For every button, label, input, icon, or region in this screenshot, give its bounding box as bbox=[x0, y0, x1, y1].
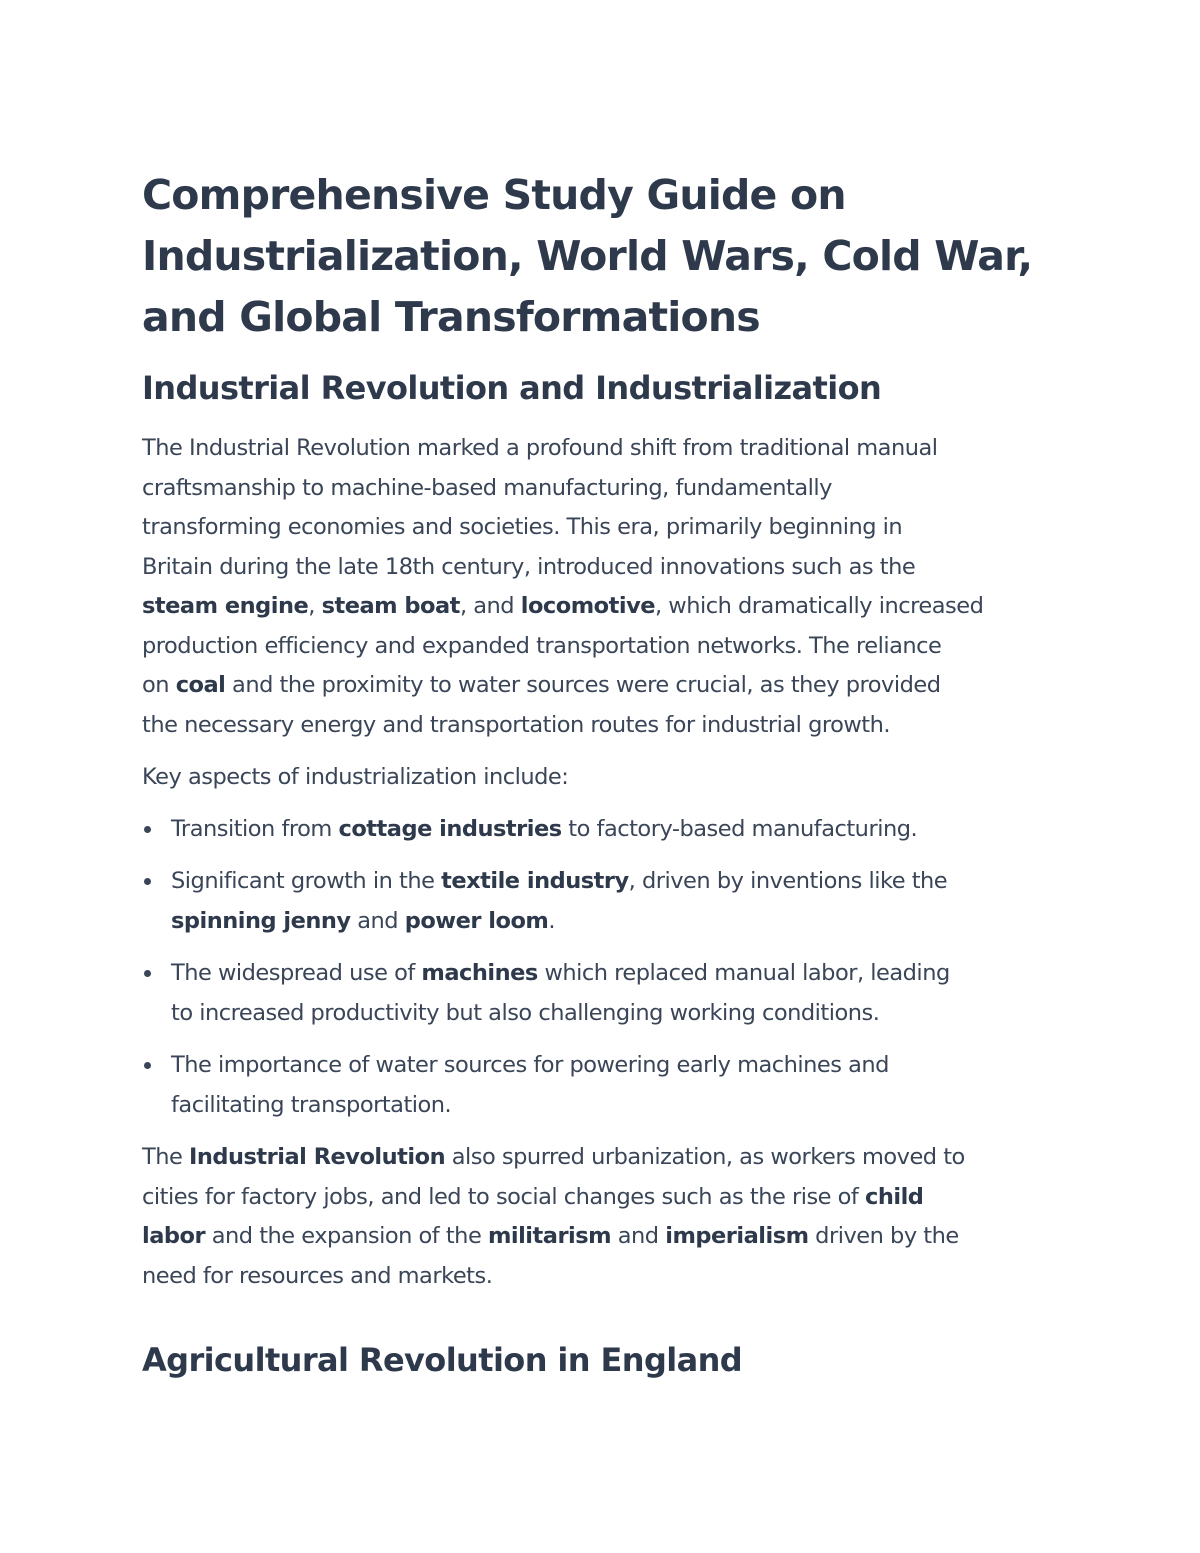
bold-term: cottage industries bbox=[338, 815, 562, 842]
bold-term: imperialism bbox=[665, 1223, 809, 1249]
text-run: also spurred urbanization, as workers moved to bbox=[445, 1144, 965, 1170]
list-item-line: facilitating transportation. bbox=[171, 1091, 452, 1118]
paragraph-line: Britain during the late 18th century, introduced innovations such as the bbox=[142, 553, 916, 580]
bold-term: machines bbox=[421, 960, 538, 986]
title-line: and Global Transformations bbox=[142, 293, 760, 341]
text-run: , and bbox=[459, 593, 521, 619]
paragraph-line bbox=[142, 1217, 1062, 1257]
bullet-icon bbox=[144, 970, 151, 977]
bullet-icon bbox=[144, 1062, 151, 1069]
key-aspects-intro: Key aspects of industrialization include: bbox=[142, 764, 569, 790]
text-run: The bbox=[142, 1144, 189, 1170]
text-run: cities for factory jobs, and led to social changes such as the rise of bbox=[142, 1183, 866, 1210]
bold-term: power loom bbox=[404, 907, 549, 934]
list-item bbox=[142, 954, 1062, 1033]
text-run: . bbox=[548, 907, 556, 934]
list-item-line bbox=[171, 810, 1062, 850]
intro-paragraph bbox=[142, 429, 1062, 745]
bold-term: coal bbox=[175, 672, 226, 698]
document-page bbox=[142, 165, 1062, 1380]
list-item-line: to increased productivity but also challenging working conditions. bbox=[171, 999, 880, 1026]
text-run: and bbox=[350, 907, 405, 934]
text-run: which replaced manual labor, leading bbox=[537, 960, 950, 986]
paragraph-line: transforming economies and societies. This era, primarily beginning in bbox=[142, 514, 903, 540]
list-item-line: The importance of water sources for powering early machines and bbox=[171, 1052, 889, 1078]
text-run: on bbox=[142, 672, 176, 698]
text-run: and the proximity to water sources were crucial, as they provided bbox=[225, 672, 941, 698]
bold-term: locomotive bbox=[520, 593, 655, 619]
list-item bbox=[142, 1046, 1062, 1125]
text-run: , which dramatically increased bbox=[655, 593, 984, 619]
bold-term: militarism bbox=[487, 1223, 612, 1249]
text-run: and the expansion of the bbox=[205, 1223, 488, 1249]
closing-paragraph bbox=[142, 1138, 1062, 1296]
paragraph-line: the necessary energy and transportation routes for industrial growth. bbox=[142, 711, 891, 738]
text-run: , bbox=[308, 593, 322, 619]
bold-term: steam boat bbox=[321, 593, 460, 619]
paragraph-line bbox=[142, 587, 1062, 627]
bold-term: steam engine bbox=[142, 593, 309, 619]
bold-term: Industrial Revolution bbox=[189, 1144, 446, 1170]
bold-term: spinning jenny bbox=[171, 907, 351, 934]
text-run: to factory-based manufacturing. bbox=[561, 815, 918, 842]
paragraph-line bbox=[142, 666, 1062, 706]
text-run: Transition from bbox=[171, 815, 339, 842]
text-run: , driven by inventions like the bbox=[628, 868, 948, 894]
title-line: Comprehensive Study Guide on bbox=[142, 171, 846, 219]
list-item bbox=[142, 862, 1062, 941]
text-run: The widespread use of bbox=[171, 960, 422, 986]
bold-term: child bbox=[865, 1183, 924, 1210]
paragraph-line bbox=[142, 1138, 1062, 1178]
key-aspects-list bbox=[142, 810, 1062, 1126]
list-item bbox=[142, 810, 1062, 850]
bullet-icon bbox=[144, 878, 151, 885]
text-run: and bbox=[611, 1223, 666, 1249]
list-item-line bbox=[171, 862, 1062, 902]
paragraph-line: production efficiency and expanded transportation networks. The reliance bbox=[142, 632, 942, 659]
list-item-line bbox=[171, 954, 1062, 994]
paragraph-line: The Industrial Revolution marked a profound shift from traditional manual bbox=[142, 435, 938, 461]
paragraph-line: need for resources and markets. bbox=[142, 1262, 493, 1289]
list-item-line bbox=[171, 902, 1062, 942]
document-title bbox=[142, 165, 1062, 348]
section-heading-agricultural-revolution: Agricultural Revolution in England bbox=[142, 1341, 743, 1379]
bold-term: labor bbox=[142, 1223, 206, 1249]
text-run: driven by the bbox=[808, 1223, 959, 1249]
bullet-icon bbox=[144, 826, 151, 833]
bold-term: textile industry bbox=[441, 868, 629, 894]
text-run: Significant growth in the bbox=[171, 868, 442, 894]
paragraph-line bbox=[142, 1178, 1062, 1218]
paragraph-line: craftsmanship to machine-based manufacturing, fundamentally bbox=[142, 474, 832, 501]
section-heading-industrial-revolution: Industrial Revolution and Industrialization bbox=[142, 369, 882, 407]
title-line: Industrialization, World Wars, Cold War, bbox=[142, 232, 1033, 280]
